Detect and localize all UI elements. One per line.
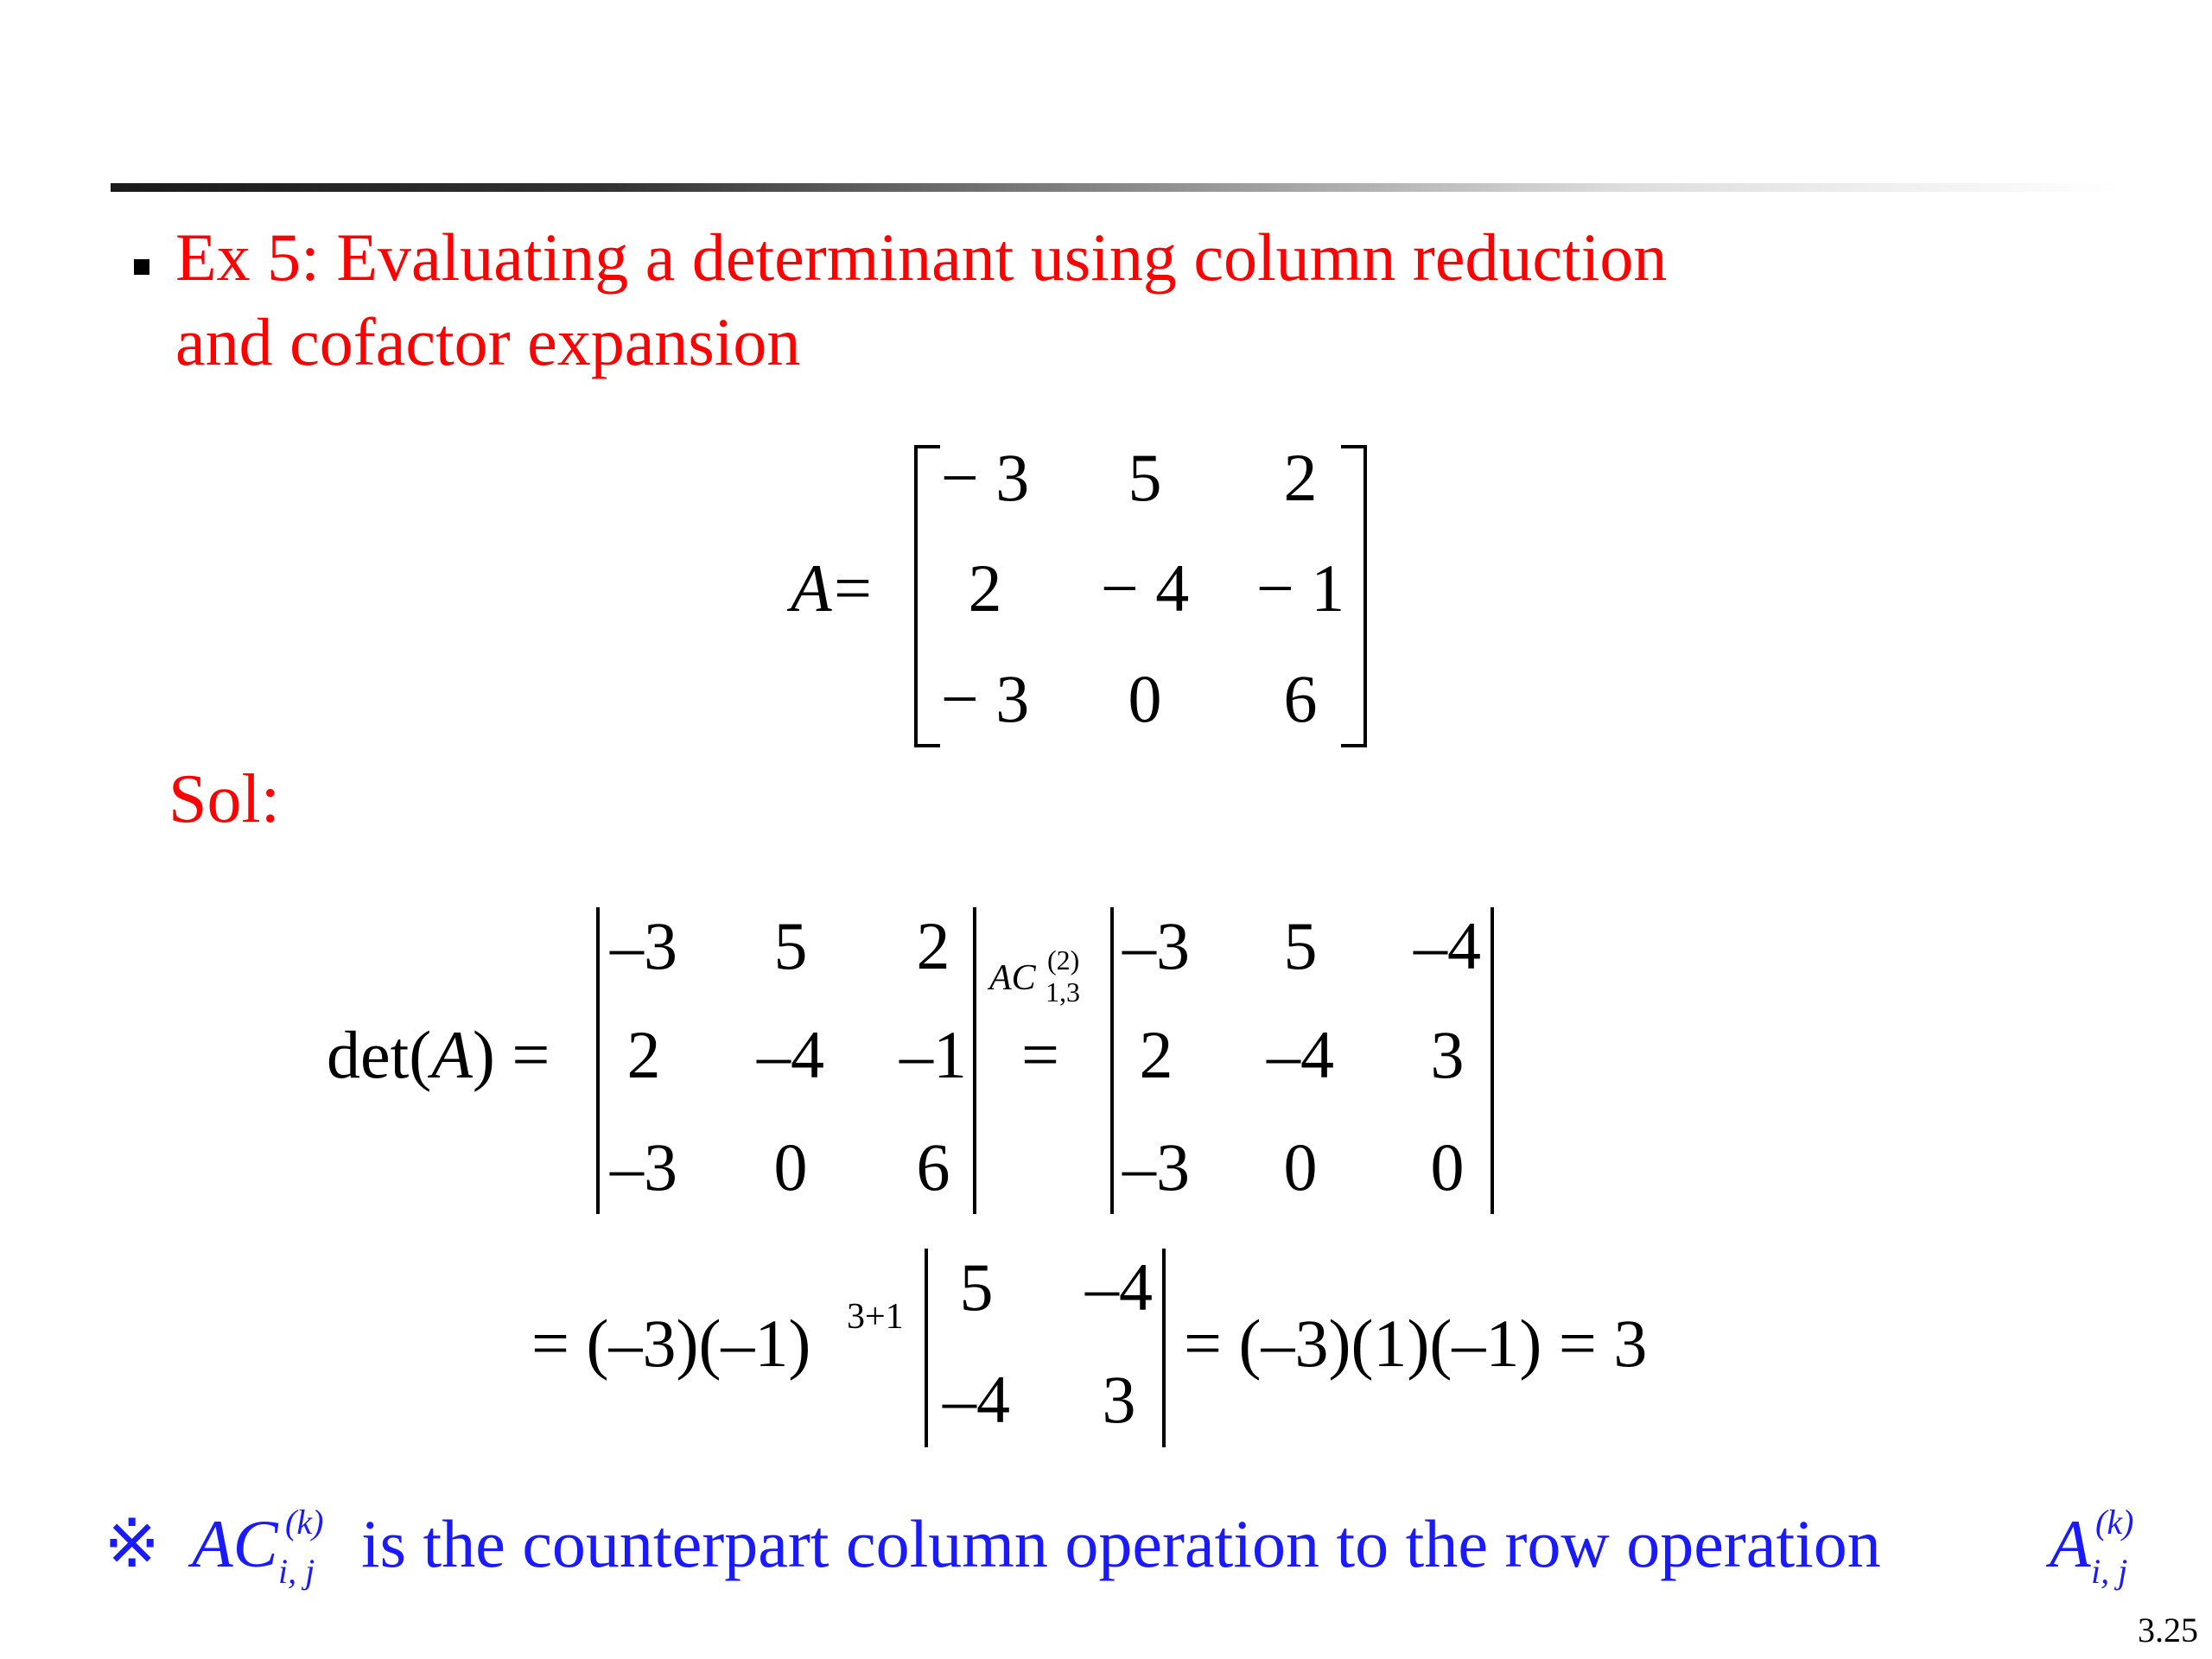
det1-cell: 2	[626, 1017, 661, 1092]
det2-cell: –3	[1122, 1129, 1190, 1205]
det2-cell: –4	[1267, 1017, 1334, 1092]
note-a-sub: i, j	[2091, 1552, 2128, 1591]
det2-cell: 5	[1283, 908, 1318, 983]
det2-result: = (–3)(1)(–1) = 3	[1184, 1306, 1648, 1381]
det2-cell: 3	[1430, 1017, 1465, 1092]
matrix-a-cell: 2	[1283, 440, 1318, 515]
matrix-a-cell: 6	[1283, 661, 1318, 736]
det2-prefix: = (–3)(–1)	[531, 1306, 811, 1381]
note-ac-sub: i, j	[278, 1552, 315, 1591]
det1-cell: –1	[899, 1017, 967, 1092]
slide-title-line1: Ex 5: Evaluating a determinant using column reduction	[175, 219, 1668, 295]
page-number: 3.25	[2138, 1611, 2198, 1649]
matrix-a-cell: − 3	[940, 661, 1030, 736]
note-a-sup: (k)	[2095, 1503, 2134, 1541]
note-symbol: ※	[104, 1506, 161, 1581]
sol-label: Sol:	[168, 761, 280, 837]
det2-cell: 0	[1430, 1129, 1465, 1205]
column-op-equals: =	[1021, 1017, 1059, 1092]
minor-cell: –4	[1085, 1249, 1153, 1325]
det2-cell: 0	[1283, 1129, 1318, 1205]
note-ac-sup: (k)	[285, 1503, 324, 1541]
det2-cell: –4	[1414, 908, 1481, 983]
matrix-a-cell: 2	[968, 550, 1002, 626]
matrix-a-cell: 0	[1128, 661, 1162, 736]
det1-cell: 5	[773, 908, 808, 983]
column-op-label: AC	[989, 958, 1036, 998]
note-text: is the counterpart column operation to the row operation	[361, 1506, 1881, 1581]
slide-title-line2: and cofactor expansion	[175, 304, 801, 379]
note-a: A	[2050, 1506, 2091, 1581]
det2-cell: 2	[1139, 1017, 1173, 1092]
det1-cell: 2	[916, 908, 950, 983]
note-ac: AC	[192, 1506, 278, 1581]
det2-exponent: 3+1	[847, 1297, 904, 1337]
det1-cell: 6	[916, 1129, 950, 1205]
header-rule	[111, 183, 2124, 192]
matrix-a-cell: − 3	[940, 440, 1030, 515]
det1-cell: 0	[773, 1129, 808, 1205]
matrix-a-label: A	[791, 550, 832, 626]
det1-cell: –4	[757, 1017, 824, 1092]
det1-cell: –3	[610, 1129, 677, 1205]
minor-cell: –4	[943, 1362, 1010, 1437]
column-op-sub: 1,3	[1046, 976, 1080, 1007]
det1-cell: –3	[610, 908, 677, 983]
matrix-a-cell: − 4	[1100, 550, 1190, 626]
bullet-icon	[134, 259, 149, 275]
matrix-a-cell: − 1	[1255, 550, 1345, 626]
minor-cell: 5	[959, 1249, 994, 1325]
det-lhs: det(A) =	[327, 1017, 550, 1092]
minor-cell: 3	[1102, 1362, 1136, 1437]
det2-cell: –3	[1122, 908, 1190, 983]
matrix-a-equals: =	[834, 550, 872, 626]
column-op-sup: (2)	[1047, 944, 1080, 976]
matrix-a-cell: 5	[1128, 440, 1162, 515]
